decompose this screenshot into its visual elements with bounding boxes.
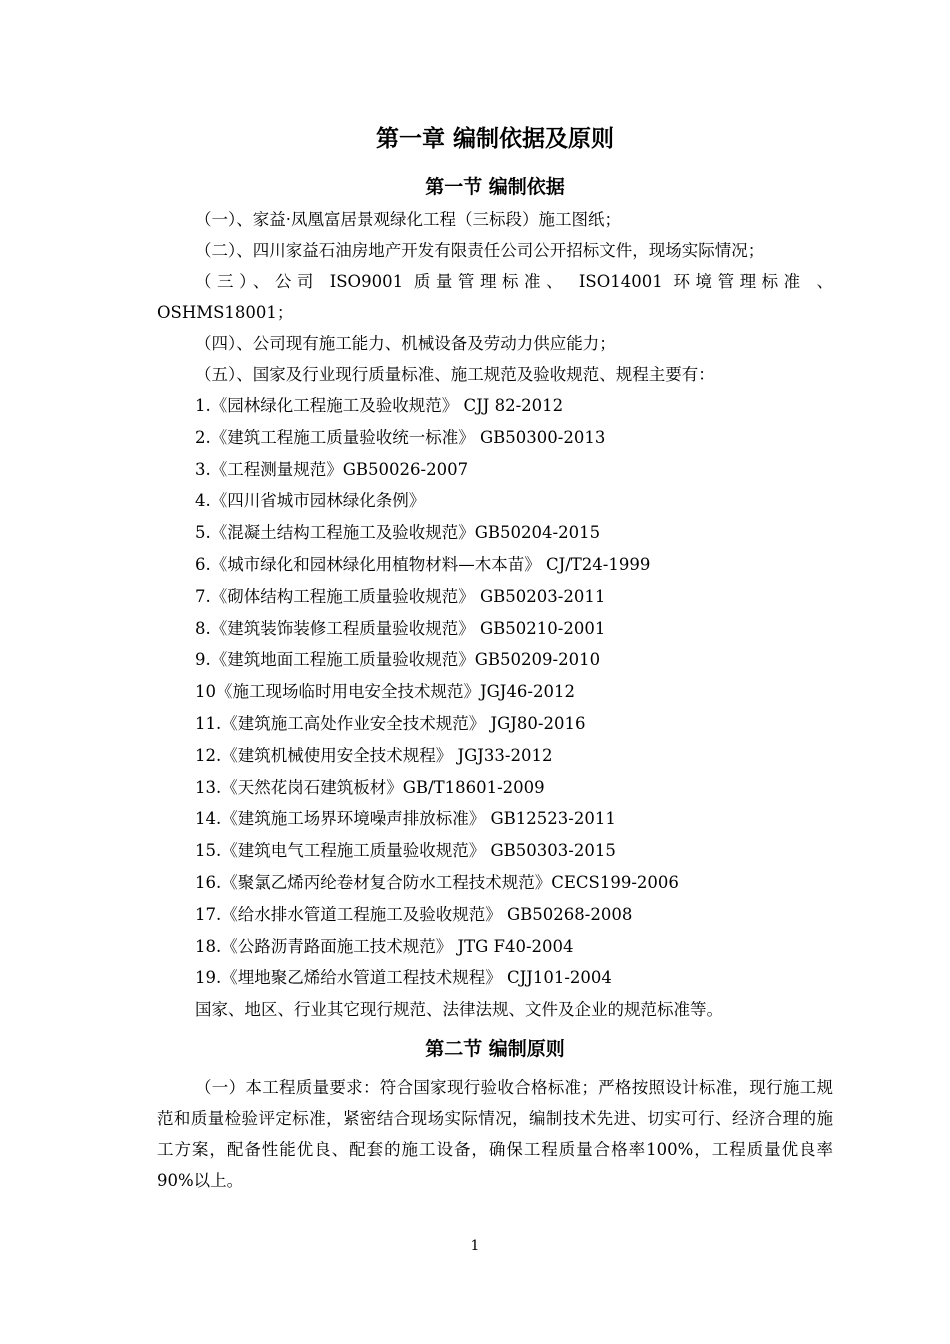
page-content — [157, 118, 833, 1196]
list-item: 13.《天然花岗石建筑板材》GB/T18601-2009 — [195, 777, 545, 797]
list-item: 8.《建筑装饰装修工程质量验收规范》 GB50210-2001 — [195, 618, 606, 638]
section-title-basis: 第一节 编制依据 — [425, 176, 565, 198]
list-item: 6.《城市绿化和园林绿化用植物材料—木本苗》 CJ/T24-1999 — [195, 554, 651, 574]
page-number: 1 — [470, 1238, 480, 1254]
basis-item-5: （五）、国家及行业现行质量标准、施工规范及验收规范、规程主要有： — [195, 365, 715, 384]
list-item: 12.《建筑机械使用安全技术规程》 JGJ33-2012 — [195, 745, 553, 765]
basis-item-1: （一）、家益·凤凰富居景观绿化工程（三标段）施工图纸； — [195, 210, 621, 229]
basis-item-4: （四）、公司现有施工能力、机械设备及劳动力供应能力； — [195, 334, 616, 353]
list-item: 4.《四川省城市园林绿化条例》 — [195, 491, 426, 511]
list-item: 10《施工现场临时用电安全技术规范》JGJ46-2012 — [195, 682, 575, 702]
list-item: 16.《聚氯乙烯丙纶卷材复合防水工程技术规范》CECS199-2006 — [195, 872, 679, 892]
list-item: 1.《园林绿化工程施工及验收规范》 CJJ 82-2012 — [195, 396, 564, 415]
basis-item-3: （三）、公司 ISO9001 质量管理标准、 ISO14001 环境管理标准 、 — [195, 272, 833, 291]
standards-closing: 国家、地区、行业其它现行规范、法律法规、文件及企业的规范标准等。 — [195, 1000, 723, 1020]
list-item: 18.《公路沥青路面施工技术规范》 JTG F40-2004 — [195, 936, 574, 956]
list-item: 17.《给水排水管道工程施工及验收规范》 GB50268-2008 — [195, 904, 633, 924]
list-item: 7.《砌体结构工程施工质量验收规范》 GB50203-2011 — [195, 586, 606, 606]
chapter-title: 第一章 编制依据及原则 — [375, 126, 614, 152]
list-item: 11.《建筑施工高处作业安全技术规范》 JGJ80-2016 — [195, 713, 586, 733]
list-item: 14.《建筑施工场界环境噪声排放标准》 GB12523-2011 — [195, 809, 616, 829]
list-item: 15.《建筑电气工程施工质量验收规范》 GB50303-2015 — [195, 841, 616, 861]
list-item: 5.《混凝土结构工程施工及验收规范》GB50204-2015 — [195, 523, 601, 543]
list-item: 9.《建筑地面工程施工质量验收规范》GB50209-2010 — [195, 650, 601, 670]
list-item: 3.《工程测量规范》GB50026-2007 — [195, 459, 469, 479]
section-title-principles: 第二节 编制原则 — [425, 1037, 565, 1060]
list-item: 2.《建筑工程施工质量验收统一标准》 GB50300-2013 — [195, 427, 606, 447]
basis-item-3-continuation: OSHMS18001； — [157, 303, 294, 322]
list-item: 19.《埋地聚乙烯给水管道工程技术规程》 CJJ101-2004 — [195, 968, 612, 988]
standards-list — [157, 390, 833, 994]
basis-item-2: （二）、四川家益石油房地产开发有限责任公司公开招标文件，现场实际情况； — [195, 241, 765, 260]
principle-paragraph: （一）本工程质量要求：符合国家现行验收合格标准；严格按照设计标准，现行施工规范和质量检验评定标准，紧密结合现场实际情况，编制技术先进、切实可行、经济合理的施工方案，配备性能优良、配套的施工设备，确保工程质量合格率100%，工程质量优良率 90%以上。 — [157, 1077, 833, 1190]
